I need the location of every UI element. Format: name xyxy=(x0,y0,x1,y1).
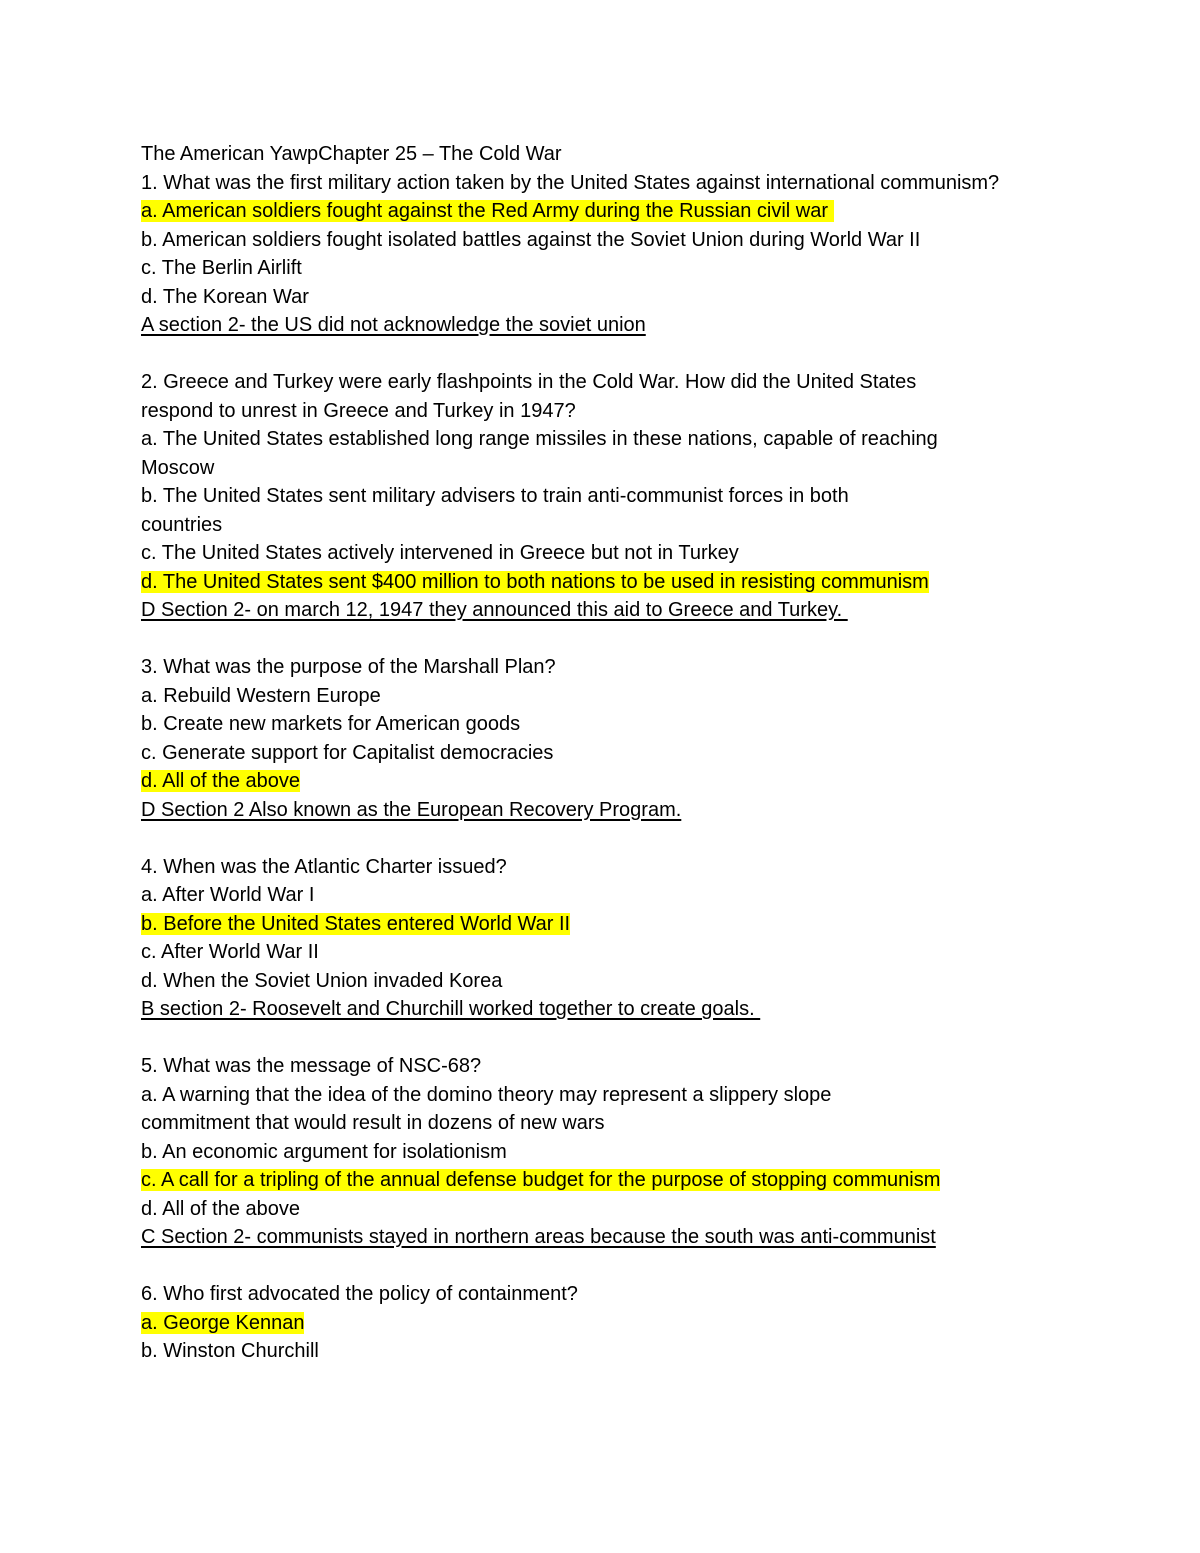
question-text: 3. What was the purpose of the Marshall Plan? xyxy=(141,656,556,678)
answer-option-highlighted: a. George Kennan xyxy=(141,1311,305,1334)
answer-option-highlighted: b. Before the United States entered World War II xyxy=(141,912,571,935)
spacer xyxy=(141,1024,1041,1053)
answer-note: B section 2- Roosevelt and Churchill worked together to create goals. xyxy=(141,998,761,1020)
question-text: 2. Greece and Turkey were early flashpoints in the Cold War. How did the United States respond to unrest in Greece and Turkey in 1947? xyxy=(141,371,922,422)
answer-option-highlighted: c. A call for a tripling of the annual defense budget for the purpose of stopping communism xyxy=(141,1169,941,1191)
answer-note: A section 2- the US did not acknowledge the soviet union xyxy=(141,314,646,336)
question-text: 4. When was the Atlantic Charter issued? xyxy=(141,855,507,878)
answer-option: c. Generate support for Capitalist democracies xyxy=(141,741,554,764)
answer-note: C Section 2- communists stayed in northern areas because the south was anti-communist xyxy=(141,1226,936,1248)
answer-option: d. The Korean War xyxy=(141,285,309,308)
answer-option-highlighted: a. American soldiers fought against the Red Army during the Russian civil war xyxy=(141,200,834,222)
document-body xyxy=(141,140,1041,1366)
question-text: 1. What was the first military action taken by the United States against international communism? xyxy=(141,171,1000,194)
question-4 xyxy=(141,853,1041,1024)
answer-note: D Section 2- on march 12, 1947 they announced this aid to Greece and Turkey. xyxy=(141,599,848,621)
answer-option: b. Winston Churchill xyxy=(141,1340,319,1362)
answer-option: b. The United States sent military advisers to train anti-communist forces in both countries xyxy=(141,485,855,536)
question-text: 6. Who first advocated the policy of containment? xyxy=(141,1283,578,1305)
answer-option: c. The United States actively intervened in Greece but not in Turkey xyxy=(141,542,739,564)
answer-option: b. Create new markets for American goods xyxy=(141,713,521,735)
spacer xyxy=(141,625,1041,654)
question-1 xyxy=(141,169,1041,340)
answer-option: d. When the Soviet Union invaded Korea xyxy=(141,969,503,992)
answer-note: D Section 2 Also known as the European Recovery Program. xyxy=(141,798,682,821)
answer-option: b. An economic argument for isolationism xyxy=(141,1140,507,1163)
answer-option: c. The Berlin Airlift xyxy=(141,257,302,279)
question-2 xyxy=(141,368,1041,625)
question-6 xyxy=(141,1280,1041,1366)
answer-option-highlighted: d. All of the above xyxy=(141,770,301,792)
answer-option-highlighted: d. The United States sent $400 million to both nations to be used in resisting communism xyxy=(141,570,929,593)
answer-option: c. After World War II xyxy=(141,941,319,963)
answer-option: d. All of the above xyxy=(141,1197,301,1220)
answer-option: a. Rebuild Western Europe xyxy=(141,684,381,707)
question-text: 5. What was the message of NSC-68? xyxy=(141,1055,482,1077)
spacer xyxy=(141,1252,1041,1281)
answer-option: b. American soldiers fought isolated battles against the Soviet Union during World War II xyxy=(141,228,921,251)
question-5 xyxy=(141,1052,1041,1252)
spacer xyxy=(141,824,1041,853)
question-3 xyxy=(141,653,1041,824)
spacer xyxy=(141,340,1041,369)
answer-option: a. The United States established long range missiles in these nations, capable of reaching Moscow xyxy=(141,428,944,479)
answer-option: a. A warning that the idea of the domino theory may represent a slippery slope commitment that would result in dozens of new wars xyxy=(141,1083,837,1134)
answer-option: a. After World War I xyxy=(141,884,315,906)
document-title: The American YawpChapter 25 – The Cold War xyxy=(141,143,562,165)
